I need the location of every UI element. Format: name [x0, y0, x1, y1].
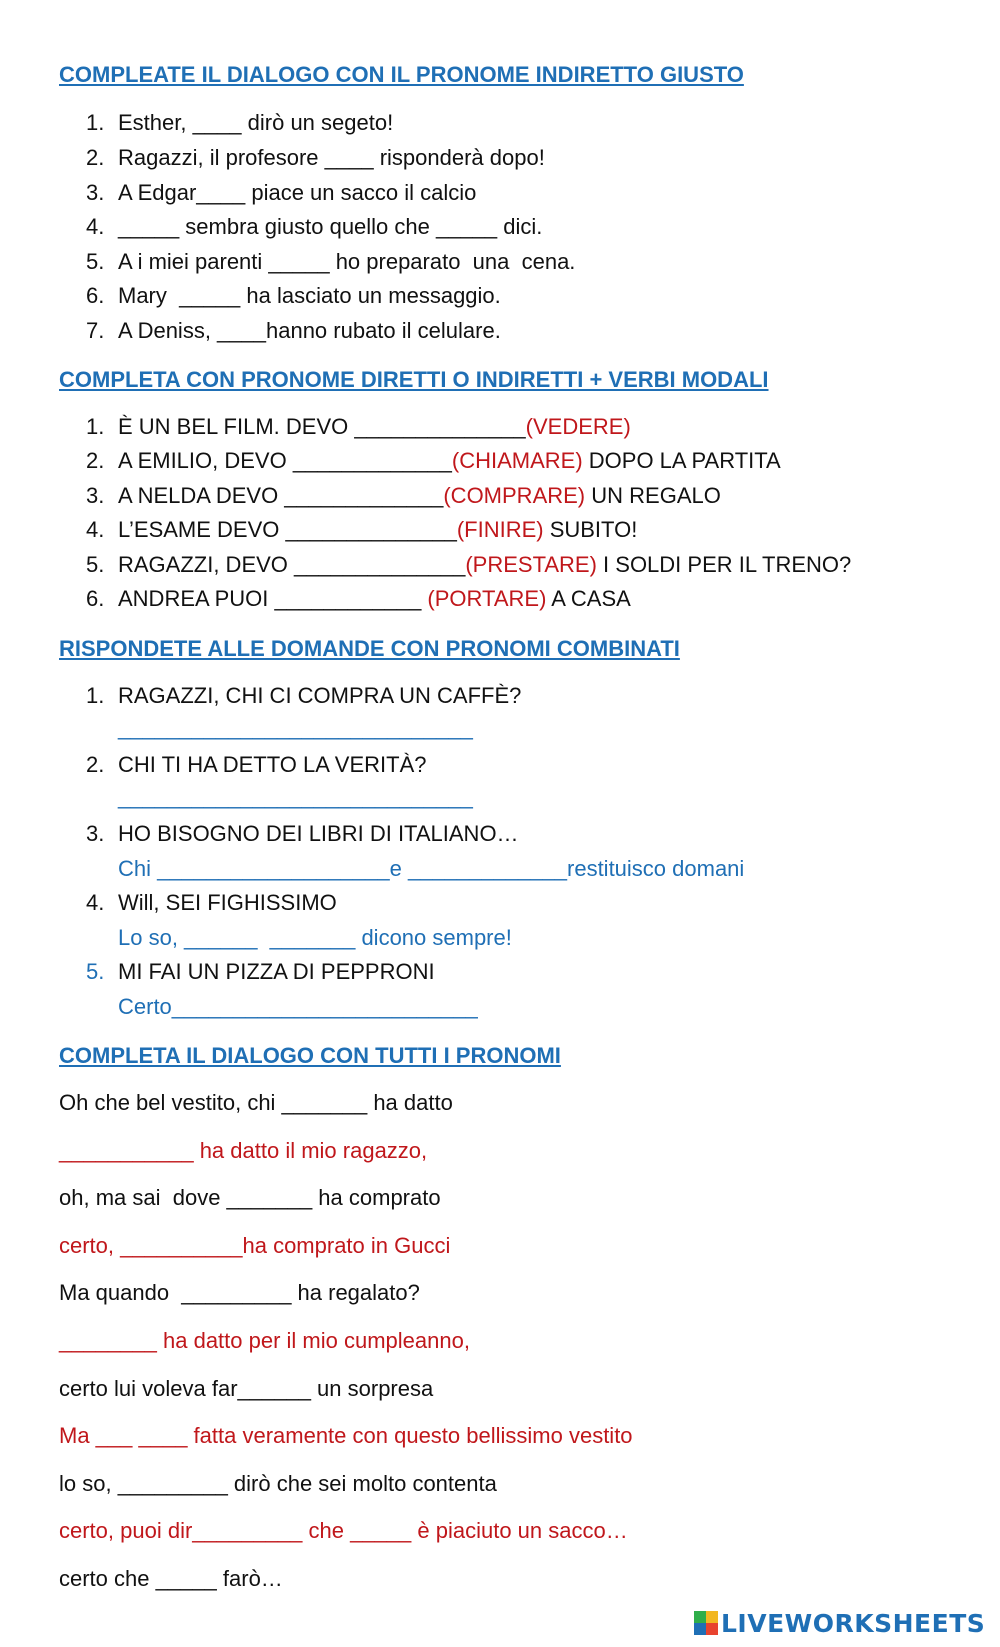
answer-line[interactable]: _____________________________ [118, 784, 473, 809]
dialogue-line[interactable]: certo, puoi dir_________ che _____ è piaciuto un sacco… [59, 1518, 628, 1543]
question-text: RAGAZZI, CHI CI COMPRA UN CAFFÈ? [118, 683, 522, 708]
item-text[interactable]: Esther, ____ dirò un segeto! [118, 110, 394, 135]
item-prefix: RAGAZZI, DEVO ______________ [118, 552, 466, 577]
liveworksheets-logo-icon [694, 1611, 718, 1635]
verb-hint: (FINIRE) [456, 517, 544, 542]
item-text[interactable] [118, 554, 851, 576]
item-number: 5. [86, 552, 105, 577]
item-suffix: SUBITO! [543, 517, 638, 542]
item-number: 1. [86, 110, 105, 135]
item-suffix: DOPO LA PARTITA [582, 448, 781, 473]
item-text[interactable]: A Deniss, ____hanno rubato il celulare. [118, 318, 501, 343]
item-number: 4. [86, 517, 105, 542]
item-number: 4. [86, 214, 105, 239]
item-text[interactable] [118, 450, 781, 472]
section1-title: COMPLEATE IL DIALOGO CON IL PRONOME INDIRETTO GIUSTO [59, 62, 744, 87]
dialogue-line[interactable]: lo so, _________ dirò che sei molto contenta [59, 1471, 497, 1496]
verb-hint: (VEDERE) [525, 414, 631, 439]
section2-title: COMPLETA CON PRONOME DIRETTI O INDIRETTI + VERBI MODALI [59, 367, 769, 392]
item-number: 2. [86, 752, 105, 777]
question-text: MI FAI UN PIZZA DI PEPPRONI [118, 959, 435, 984]
item-number: 5. [86, 249, 105, 274]
dialogue-line[interactable]: Ma ___ ____ fatta veramente con questo bellissimo vestito [59, 1423, 633, 1448]
item-suffix: A CASA [546, 586, 631, 611]
verb-hint: (PRESTARE) [465, 552, 597, 577]
item-text[interactable]: _____ sembra giusto quello che _____ dici. [118, 214, 543, 239]
question-text: HO BISOGNO DEI LIBRI DI ITALIANO… [118, 821, 519, 846]
item-text[interactable]: A i miei parenti _____ ho preparato una cena. [118, 249, 576, 274]
dialogue-line[interactable]: Ma quando _________ ha regalato? [59, 1280, 420, 1305]
item-text[interactable] [118, 519, 637, 541]
item-number: 3. [86, 483, 105, 508]
answer-line[interactable]: Chi ___________________e _____________restituisco domani [118, 856, 745, 881]
question-text: CHI TI HA DETTO LA VERITÀ? [118, 752, 427, 777]
item-suffix: UN REGALO [585, 483, 721, 508]
item-prefix: L’ESAME DEVO ______________ [118, 517, 457, 542]
item-number: 6. [86, 283, 105, 308]
dialogue-line[interactable]: oh, ma sai dove _______ ha comprato [59, 1185, 441, 1210]
section3-title: RISPONDETE ALLE DOMANDE CON PRONOMI COMBINATI [59, 636, 680, 661]
item-number: 1. [86, 683, 105, 708]
item-prefix: È UN BEL FILM. DEVO ______________ [118, 414, 526, 439]
item-suffix: I SOLDI PER IL TRENO? [596, 552, 852, 577]
dialogue-line[interactable]: certo che _____ farò… [59, 1566, 283, 1591]
item-number: 4. [86, 890, 105, 915]
item-number: 3. [86, 180, 105, 205]
item-number: 7. [86, 318, 105, 343]
dialogue-line[interactable]: Oh che bel vestito, chi _______ ha datto [59, 1090, 453, 1115]
liveworksheets-logo [694, 1608, 985, 1638]
verb-hint: (PORTARE) [427, 586, 547, 611]
item-number: 2. [86, 145, 105, 170]
dialogue-line[interactable]: certo lui voleva far______ un sorpresa [59, 1376, 434, 1401]
dialogue-line[interactable]: ___________ ha datto il mio ragazzo, [59, 1138, 428, 1163]
item-number: 2. [86, 448, 105, 473]
item-text[interactable]: Mary _____ ha lasciato un messaggio. [118, 283, 501, 308]
section4-title: COMPLETA IL DIALOGO CON TUTTI I PRONOMI [59, 1043, 561, 1068]
item-prefix: A EMILIO, DEVO _____________ [118, 448, 452, 473]
item-text[interactable] [118, 485, 721, 507]
answer-line[interactable]: Lo so, ______ _______ dicono sempre! [118, 925, 512, 950]
item-text[interactable] [118, 416, 631, 438]
verb-hint: (CHIAMARE) [451, 448, 583, 473]
item-text[interactable]: Ragazzi, il profesore ____ risponderà dopo! [118, 145, 545, 170]
logo-text: LIVEWORKSHEETS [721, 1608, 986, 1638]
item-number: 5. [86, 959, 105, 984]
item-number: 3. [86, 821, 105, 846]
answer-line[interactable]: _____________________________ [118, 715, 473, 740]
item-text[interactable]: A Edgar____ piace un sacco il calcio [118, 180, 477, 205]
verb-hint: (COMPRARE) [443, 483, 586, 508]
item-number: 6. [86, 586, 105, 611]
answer-line[interactable]: Certo_________________________ [118, 994, 478, 1019]
dialogue-line[interactable]: certo, __________ha comprato in Gucci [59, 1233, 451, 1258]
item-number: 1. [86, 414, 105, 439]
item-prefix: A NELDA DEVO _____________ [118, 483, 444, 508]
dialogue-line[interactable]: ________ ha datto per il mio cumpleanno, [59, 1328, 470, 1353]
item-prefix: ANDREA PUOI ____________ [118, 586, 428, 611]
question-text: Will, SEI FIGHISSIMO [118, 890, 337, 915]
item-text[interactable] [118, 588, 631, 610]
